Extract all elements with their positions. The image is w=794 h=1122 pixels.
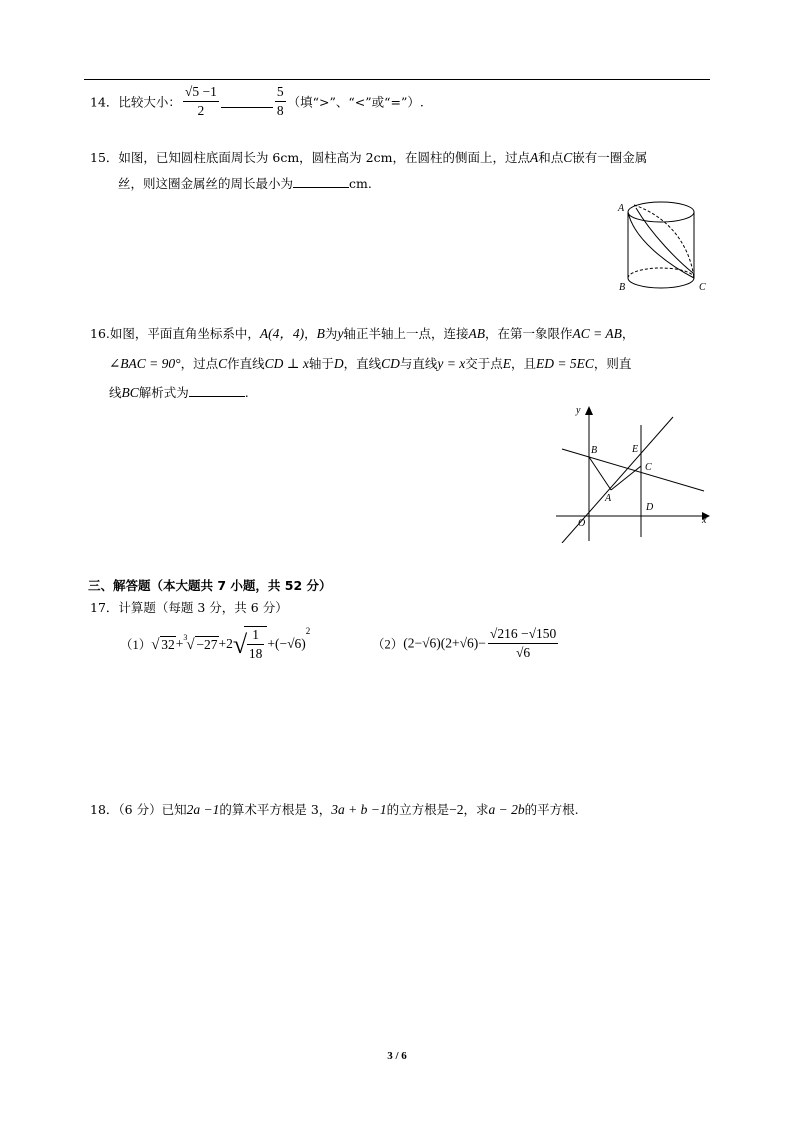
question-text: 轴于 xyxy=(308,356,334,371)
operator: + xyxy=(267,636,276,651)
question-number: 15． xyxy=(90,150,119,165)
question-text: 丝，则这圈金属丝的周长最小为 xyxy=(118,176,294,191)
fraction-numerator: 1 xyxy=(247,627,265,645)
label-c: C xyxy=(645,462,652,473)
question-text: 解析式为 xyxy=(138,385,189,400)
fraction-right xyxy=(275,84,286,119)
question-text: 如图，已知圆柱底面周长为 6cm，圆柱高为 2cm，在圆柱的侧面上，过点 xyxy=(118,150,530,165)
sqrt-expression: √ 32 xyxy=(151,636,175,653)
equation: AC = AB xyxy=(572,326,622,341)
radicand: −27 xyxy=(196,636,218,652)
point-coordinate: A(4，4) xyxy=(259,326,305,341)
fraction-denominator: 18 xyxy=(248,646,263,661)
coordinate-figure xyxy=(552,403,714,543)
question-text: . xyxy=(244,385,249,400)
wire-hidden-path xyxy=(634,205,694,278)
label-b: B xyxy=(619,282,626,293)
fraction-numerator: √216 −√150 xyxy=(488,626,558,644)
question-15 xyxy=(90,150,647,166)
radicand: 32 xyxy=(161,636,175,652)
fraction xyxy=(488,626,558,661)
section-title: 三、解答题（本大题共 7 小题，共 52 分） xyxy=(88,578,332,593)
question-number: 14． xyxy=(90,94,119,110)
question-14 xyxy=(90,84,424,119)
equation: ED = 5EC xyxy=(536,356,594,371)
question-text: ，直线 xyxy=(343,356,382,371)
question-16-line3 xyxy=(109,384,249,401)
question-hint: （填“>”、“<”或“=”）. xyxy=(287,94,424,110)
angle-expression: ∠BAC = 90° xyxy=(109,356,181,371)
label-c: C xyxy=(699,282,706,293)
part-label: （1） xyxy=(120,638,152,652)
point-label: C xyxy=(563,150,573,165)
question-text: ， xyxy=(304,326,317,341)
fraction-denominator: 2 xyxy=(197,103,205,118)
expression: (2−√6)(2+√6)− xyxy=(403,635,486,651)
label-x: x xyxy=(702,515,707,526)
top-rule xyxy=(84,79,710,80)
fraction xyxy=(247,627,265,662)
question-text: 作直线 xyxy=(227,356,265,371)
line-bc xyxy=(562,449,704,491)
question-text: ， xyxy=(621,326,635,341)
question-text: 嵌有一圈金属 xyxy=(572,150,648,165)
expression: −2 xyxy=(449,802,464,817)
question-text: 为 xyxy=(324,326,338,341)
page-number: 3 / 6 xyxy=(387,1050,407,1062)
expression: 2a −1 xyxy=(186,802,220,817)
question-text: ，求 xyxy=(463,802,489,817)
fraction-left xyxy=(183,84,219,119)
question-number: 16. xyxy=(90,326,110,341)
fraction-numerator: 5 xyxy=(275,84,286,102)
question-text: 18．（6 分）已知 xyxy=(90,802,187,817)
point-label: A xyxy=(529,150,539,165)
answer-blank[interactable] xyxy=(221,95,273,108)
label-o: O xyxy=(578,518,586,529)
question-text: 的算术平方根是 3， xyxy=(219,802,332,817)
question-text: 比较大小： xyxy=(118,94,181,110)
root-index: 3 xyxy=(183,632,188,642)
question-16-line2 xyxy=(109,356,631,372)
question-text: 与直线 xyxy=(399,356,438,371)
expression: a − 2b xyxy=(488,802,525,817)
question-text: 和点 xyxy=(538,150,564,165)
point-label: B xyxy=(316,326,325,341)
operator: + xyxy=(175,636,184,651)
label-d: D xyxy=(646,502,654,513)
label-e: E xyxy=(632,444,639,455)
sqrt-fraction: √ $\frac{1}{18}$ xyxy=(233,626,268,662)
question-text: ，过点 xyxy=(180,356,219,371)
fraction-denominator: 8 xyxy=(276,103,284,118)
label-a: A xyxy=(618,203,625,214)
question-text: 的立方根是 xyxy=(386,802,450,817)
point-label: C xyxy=(218,356,228,371)
cylinder-bottom-front xyxy=(628,278,694,288)
question-text: ，在第一象限作 xyxy=(484,326,573,341)
cbrt-expression: √ −27 xyxy=(186,636,218,653)
fraction-denominator: √6 xyxy=(515,645,531,660)
question-text: ，则直 xyxy=(593,356,632,371)
question-text: ，且 xyxy=(511,356,537,371)
expression: (−√6) xyxy=(275,636,306,651)
question-17-part-1 xyxy=(120,626,310,662)
line-label: BC xyxy=(121,385,139,400)
question-15-line2 xyxy=(118,175,372,192)
question-text: 线 xyxy=(109,385,122,400)
equation: y = x xyxy=(437,356,466,371)
cylinder-figure xyxy=(614,195,714,295)
line-label: CD xyxy=(381,356,400,371)
question-16 xyxy=(90,326,634,342)
wire-front-path-2 xyxy=(636,208,693,273)
point-label: E xyxy=(502,356,511,371)
question-text: 如图，平面直角坐标系中， xyxy=(109,326,260,341)
question-text: 轴正半轴上一点，连接 xyxy=(343,326,469,341)
fraction-numerator: √5 −1 xyxy=(183,84,219,102)
axis-label: y xyxy=(337,326,344,341)
expression: 3a + b −1 xyxy=(331,802,387,817)
question-18 xyxy=(90,802,579,818)
perpendicular-expression: CD ⊥ x xyxy=(264,356,309,371)
unit-label: cm. xyxy=(349,176,372,191)
question-17-title: 17．计算题（每题 3 分，共 6 分） xyxy=(90,600,288,615)
question-text: 的平方根. xyxy=(524,802,579,817)
label-a: A xyxy=(605,493,612,504)
exponent: 2 xyxy=(305,626,311,636)
answer-blank[interactable] xyxy=(189,384,245,397)
segment-ab xyxy=(589,457,611,490)
label-b: B xyxy=(591,445,598,456)
y-axis-arrow xyxy=(585,406,593,415)
point-label: D xyxy=(333,356,344,371)
question-17-part-2 xyxy=(372,626,560,661)
part-label: （2） xyxy=(372,637,404,652)
segment-label: AB xyxy=(468,326,485,341)
answer-blank[interactable] xyxy=(293,175,349,188)
operator: +2 xyxy=(218,636,233,651)
label-y: y xyxy=(576,405,581,416)
question-text: 交于点 xyxy=(465,356,503,371)
